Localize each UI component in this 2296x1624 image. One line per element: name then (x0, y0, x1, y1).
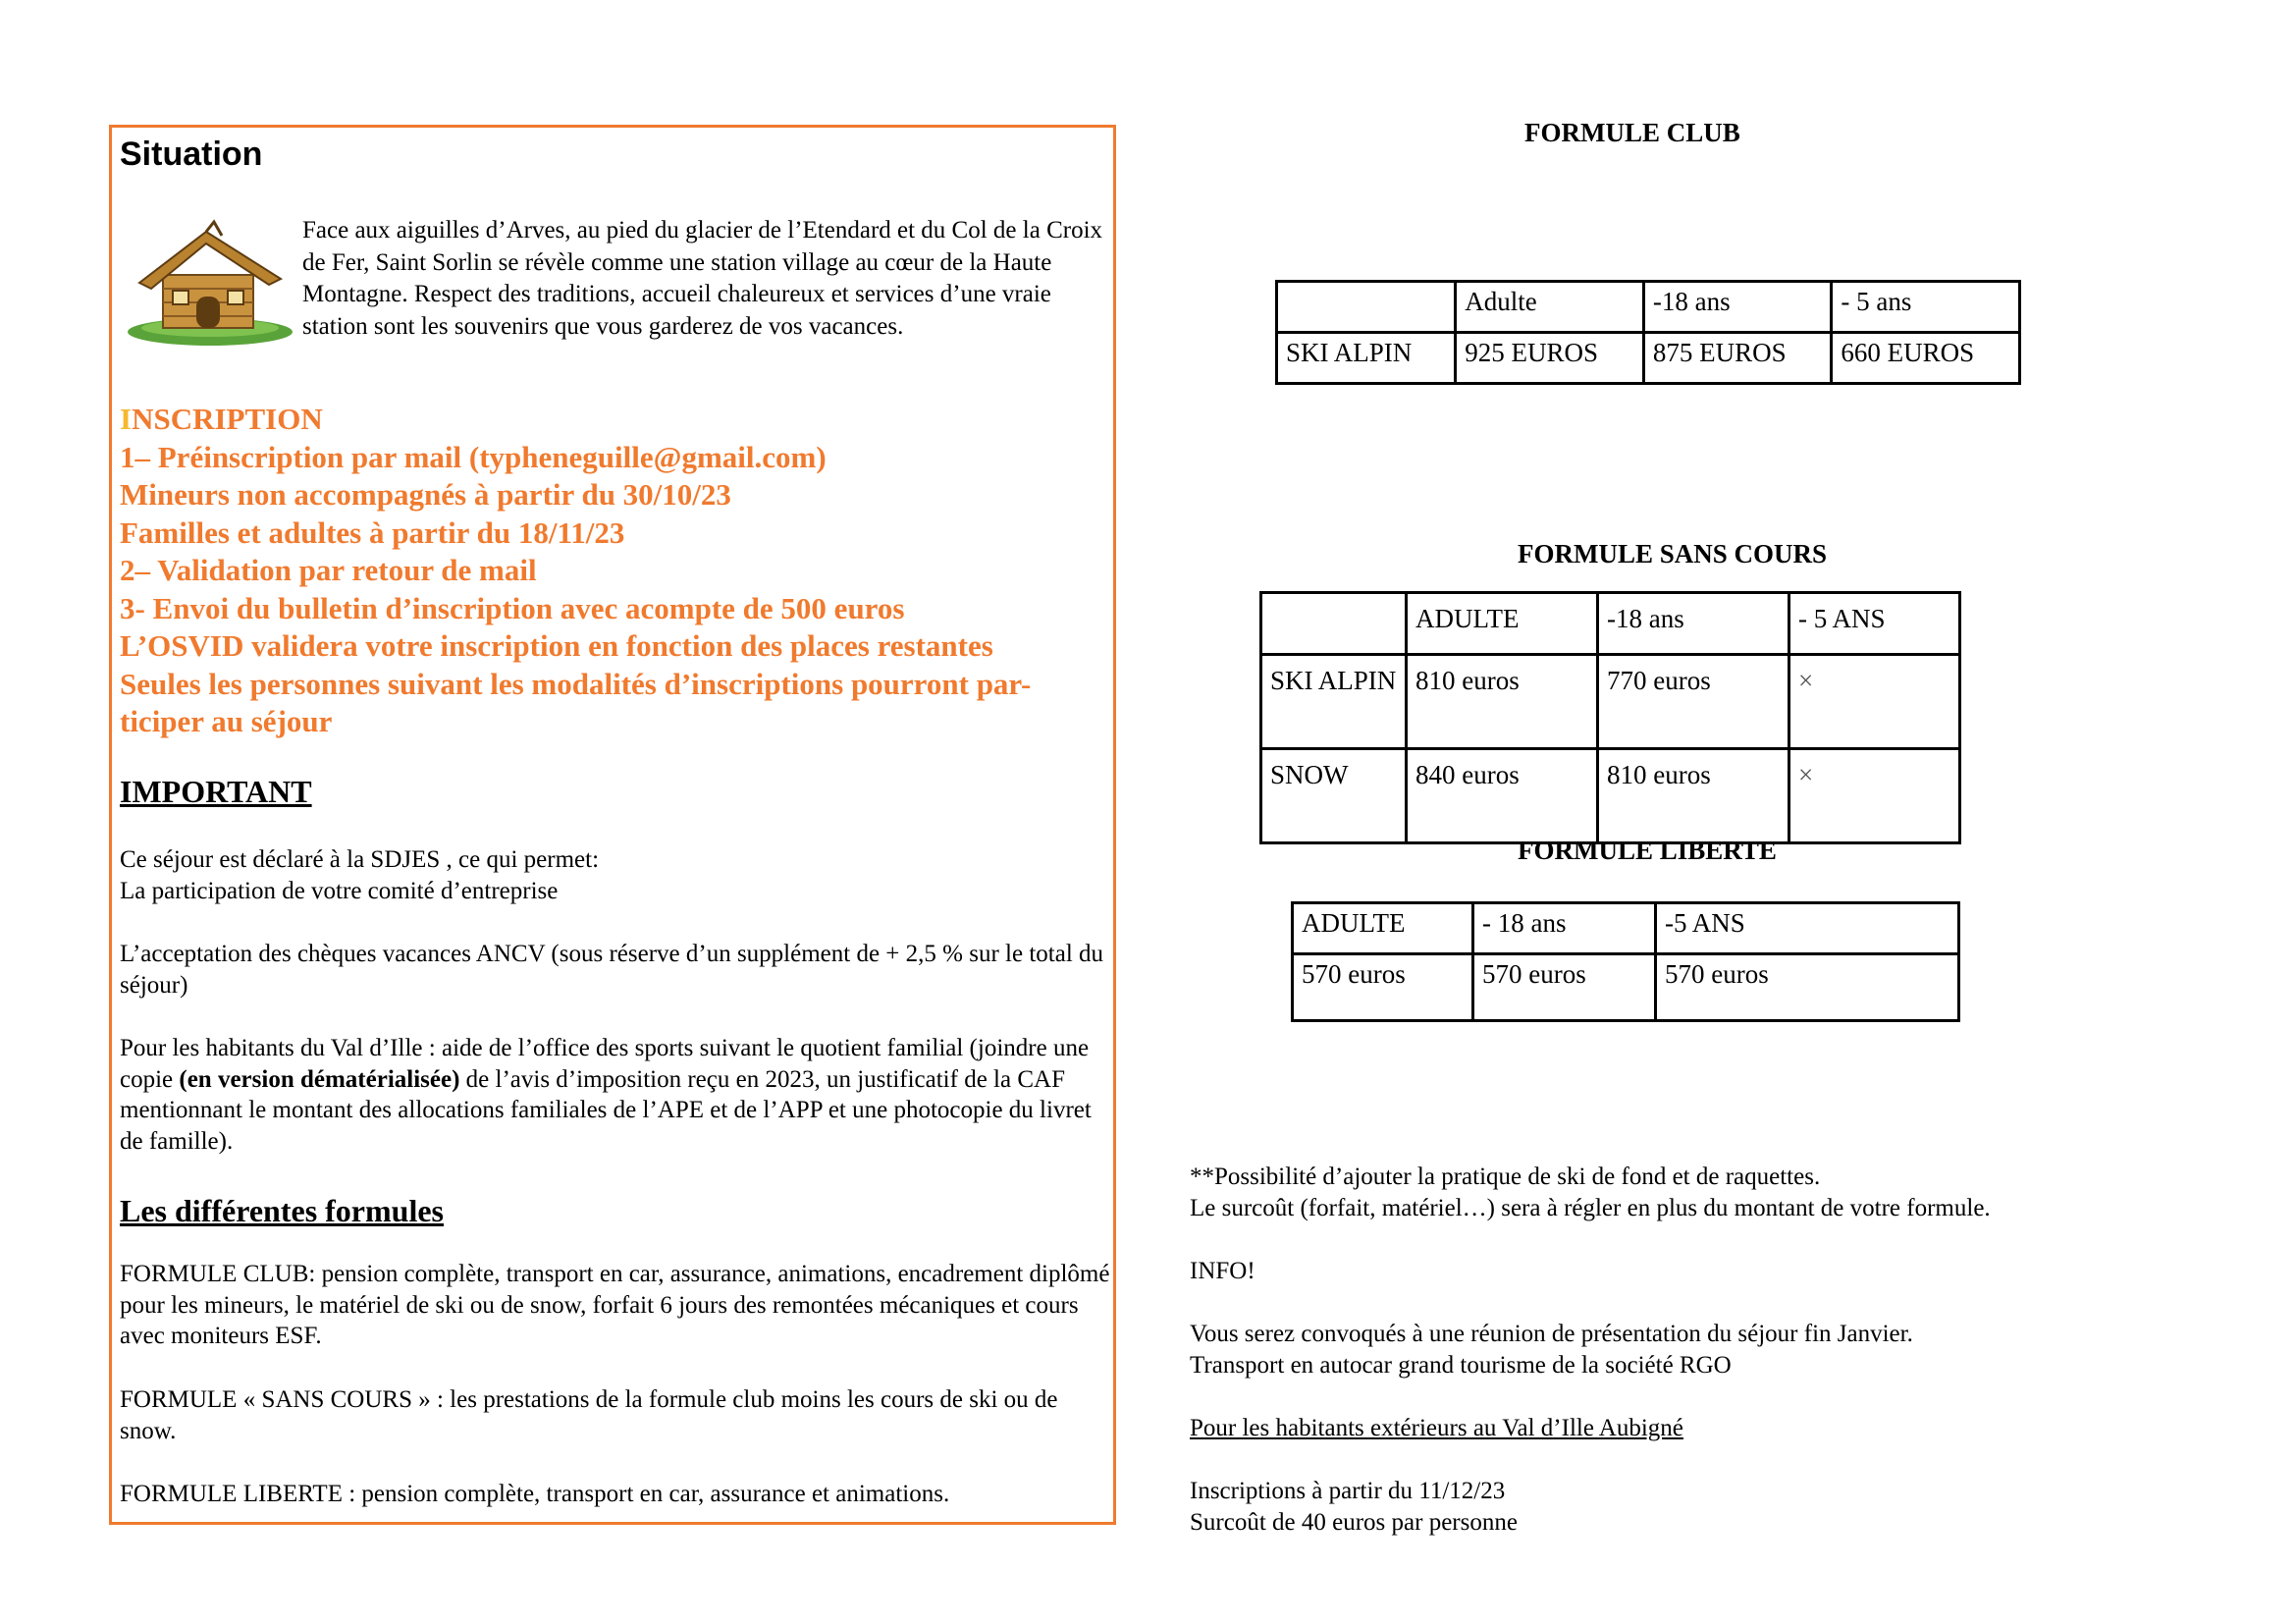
table-cell: 570 euros (1293, 954, 1473, 1021)
table-header-cell: -18 ans (1598, 593, 1789, 655)
table-cell: 810 euros (1407, 655, 1598, 749)
table-header-cell: - 18 ans (1473, 903, 1656, 954)
note-line: Vous serez convoqués à une réunion de présentation du séjour fin Janvier. (1190, 1321, 1913, 1347)
note-line: Transport en autocar grand tourisme de la société RGO (1190, 1352, 1732, 1379)
note-line: Le surcoût (forfait, matériel…) sera à régler en plus du montant de votre formule. (1190, 1195, 1991, 1221)
table-header-cell: ADULTE (1407, 593, 1598, 655)
formule-liberte-description: FORMULE LIBERTE : pension complète, transport en car, assurance et animations. (120, 1481, 950, 1507)
table-cell (1261, 593, 1407, 655)
table-header-cell: -18 ans (1643, 282, 1832, 333)
note-line: Inscriptions à partir du 11/12/23 (1190, 1478, 1506, 1504)
inscription-title: INSCRIPTION (120, 402, 323, 436)
situation-text: Face aux aiguilles d’Arves, au pied du glacier de l’Etendard et du Col de la Croix de Fer, Saint Sorlin se révèle comme une station village au cœur de la Haute Montagne. Respect des traditions, accueil chaleureux et services d’une vraie station sont les souvenirs que vous garderez de vos vacances. (302, 217, 1103, 340)
inscription-line: 2– Validation par retour de mail (120, 553, 537, 587)
table-row-label: SKI ALPIN (1277, 333, 1456, 384)
table-header-cell: - 5 ANS (1789, 593, 1960, 655)
formule-sans-cours-description: FORMULE « SANS COURS » : les prestations de la formule club moins les cours de ski ou de snow. (120, 1386, 1058, 1444)
table-cell (1277, 282, 1456, 333)
formule-sans-cours-price-table (1259, 591, 1961, 844)
right-notes (1190, 1162, 2230, 1539)
formules-title: Les différentes formules (120, 1193, 444, 1228)
inscription-line: L’OSVID validera votre inscription en fonction des places restantes (120, 628, 993, 663)
situation-title: Situation (120, 135, 263, 173)
inscription-line: ticiper au séjour (120, 704, 333, 738)
table-cell: 570 euros (1656, 954, 1959, 1021)
inscription-line: Mineurs non accompagnés à partir du 30/10/23 (120, 477, 731, 512)
note-line: Surcoût de 40 euros par personne (1190, 1509, 1518, 1536)
formule-club-title: FORMULE CLUB (1524, 118, 1740, 147)
table-row-label: SKI ALPIN (1261, 655, 1407, 749)
table-cell: × (1789, 749, 1960, 843)
val-ille-aid-paragraph: Pour les habitants du Val d’Ille : aide de l’office des sports suivant le quotient familial (joindre une copie (en version dématérialisée) de l’avis d’imposition reçu en 2023, un justificatif de la CAF mentionnant le montant des allocations familiales de l’APE et de l’APP et une photocopie du livret de famille). (120, 1035, 1092, 1155)
note-line: **Possibilité d’ajouter la pratique de ski de fond et de raquettes. (1190, 1164, 1821, 1190)
important-title: IMPORTANT (120, 774, 312, 809)
ancv-paragraph: L’acceptation des chèques vacances ANCV (sous réserve d’un supplément de + 2,5 % sur le total du séjour) (120, 941, 1104, 999)
table-header-cell: -5 ANS (1656, 903, 1959, 954)
inscription-line: 1– Préinscription par mail (typheneguille@gmail.com) (120, 439, 827, 474)
inscription-line: 3- Envoi du bulletin d’inscription avec acompte de 500 euros (120, 590, 905, 625)
formule-club-price-table (1275, 280, 2021, 385)
important-paragraph: Ce séjour est déclaré à la SDJES , ce qui permet: La participation de votre comité d’entreprise (120, 846, 600, 904)
table-cell: 840 euros (1407, 749, 1598, 843)
left-info-panel (109, 125, 1116, 1525)
table-cell: × (1789, 655, 1960, 749)
table-cell: 770 euros (1598, 655, 1789, 749)
table-cell: 660 EUROS (1832, 333, 2020, 384)
inscription-line: Familles et adultes à partir du 18/11/23 (120, 514, 625, 550)
formule-liberte-price-table (1291, 901, 1960, 1022)
inscription-block (120, 401, 1113, 741)
info-label: INFO! (1190, 1258, 1255, 1284)
table-cell: 925 EUROS (1456, 333, 1644, 384)
table-cell: 810 euros (1598, 749, 1789, 843)
table-header-cell: - 5 ans (1832, 282, 2020, 333)
inscription-line: Seules les personnes suivant les modalités d’inscriptions pourront par- (120, 666, 1032, 701)
chalet-illustration (112, 218, 294, 348)
formule-liberte-title: FORMULE LIBERTE (1518, 836, 1777, 865)
exterior-residents-heading: Pour les habitants extérieurs au Val d’Ille Aubigné (1190, 1415, 1683, 1441)
table-header-cell: ADULTE (1293, 903, 1473, 954)
table-cell: 570 euros (1473, 954, 1656, 1021)
table-cell: 875 EUROS (1643, 333, 1832, 384)
table-row-label: SNOW (1261, 749, 1407, 843)
formule-club-description: FORMULE CLUB: pension complète, transport en car, assurance, animations, encadrement diplômé pour les mineurs, le matériel de ski ou de snow, forfait 6 jours des remontées mécaniques et cours avec moniteurs ESF. (120, 1261, 1110, 1349)
formule-sans-cours-title: FORMULE SANS COURS (1518, 539, 1828, 568)
table-header-cell: Adulte (1456, 282, 1644, 333)
